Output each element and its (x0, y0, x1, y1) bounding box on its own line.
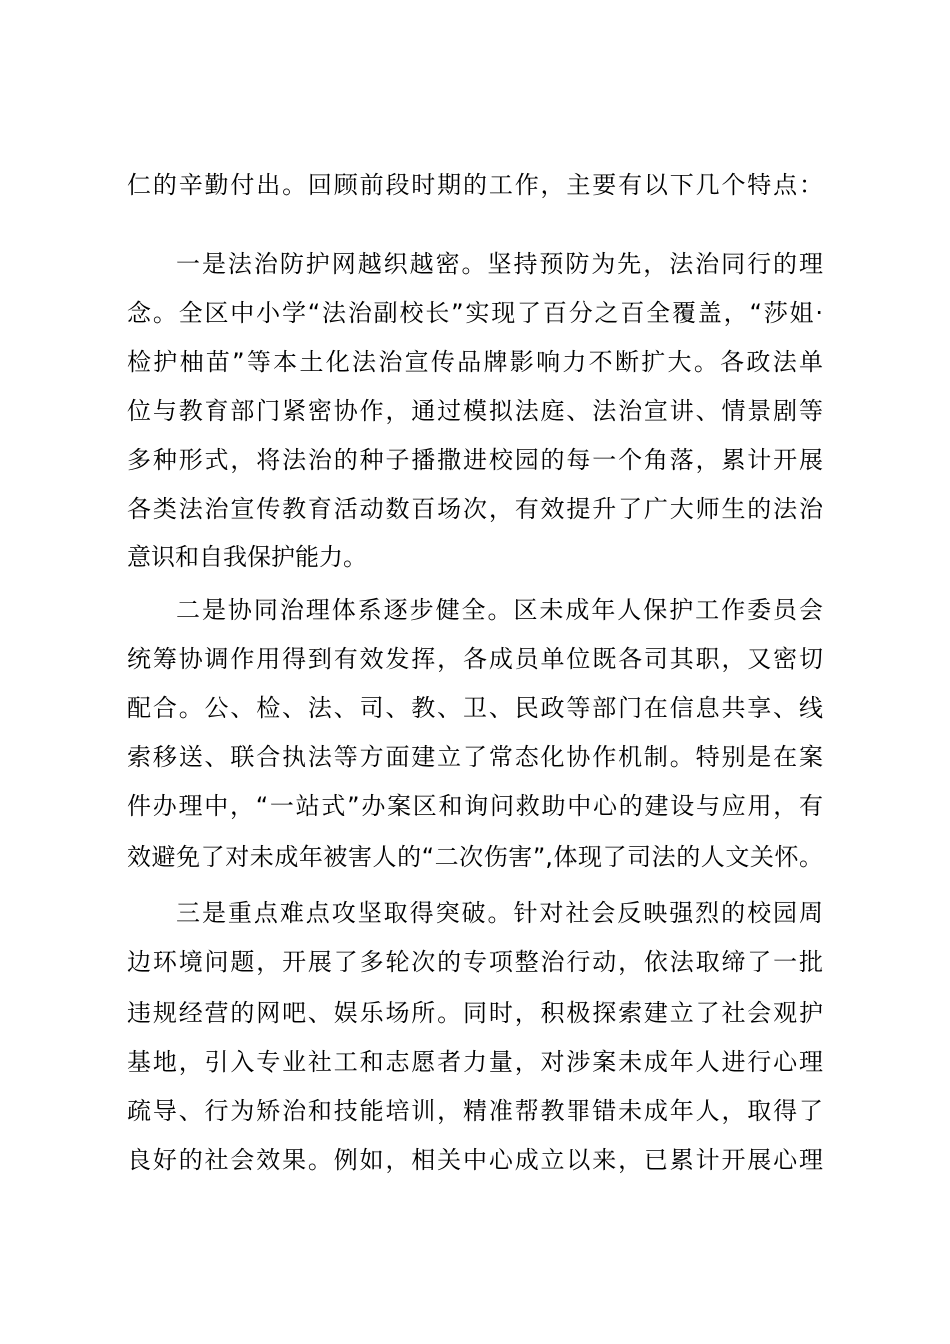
text-line: 配合。公、检、法、司、教、卫、民政等部门在信息共享、线 (127, 694, 823, 722)
text-line: 违规经营的网吧、娱乐场所。同时，积极探索建立了社会观护 (127, 999, 823, 1027)
text-line: 统筹协调作用得到有效发挥，各成员单位既各司其职，又密切 (127, 645, 823, 673)
text-line: 多种形式，将法治的种子播撒进校园的每一个角落，累计开展 (127, 446, 823, 474)
text-line: 良好的社会效果。例如，相关中心成立以来，已累计开展心理 (127, 1146, 823, 1174)
text-line: 念。全区中小学“法治副校长”实现了百分之百全覆盖，“莎姐· (127, 299, 823, 327)
text-line: 件办理中，“一站式”办案区和询问救助中心的建设与应用，有 (127, 792, 823, 820)
text-line: 索移送、联合执法等方面建立了常态化协作机制。特别是在案 (127, 743, 823, 771)
text-line: 仁的辛勤付出。回顾前段时期的工作，主要有以下几个特点： (127, 171, 823, 199)
text-line: 检护柚苗”等本土化法治宣传品牌影响力不断扩大。各政法单 (127, 348, 823, 376)
text-line: 基地，引入专业社工和志愿者力量，对涉案未成年人进行心理 (127, 1048, 823, 1076)
paragraph-first-line: 二是协同治理体系逐步健全。区未成年人保护工作委员会 (176, 596, 823, 624)
paragraph-first-line: 一是法治防护网越织越密。坚持预防为先，法治同行的理 (176, 250, 823, 278)
text-line: 效避免了对未成年被害人的“二次伤害”,体现了司法的人文关怀。 (127, 843, 823, 871)
text-line: 疏导、行为矫治和技能培训，精准帮教罪错未成年人，取得了 (127, 1097, 823, 1125)
text-line: 边环境问题，开展了多轮次的专项整治行动，依法取缔了一批 (127, 948, 823, 976)
text-line: 位与教育部门紧密协作，通过模拟法庭、法治宣讲、情景剧等 (127, 397, 823, 425)
paragraph-first-line: 三是重点难点攻坚取得突破。针对社会反映强烈的校园周 (176, 899, 823, 927)
text-line: 各类法治宣传教育活动数百场次，有效提升了广大师生的法治 (127, 495, 823, 523)
text-line: 意识和自我保护能力。 (127, 543, 367, 571)
